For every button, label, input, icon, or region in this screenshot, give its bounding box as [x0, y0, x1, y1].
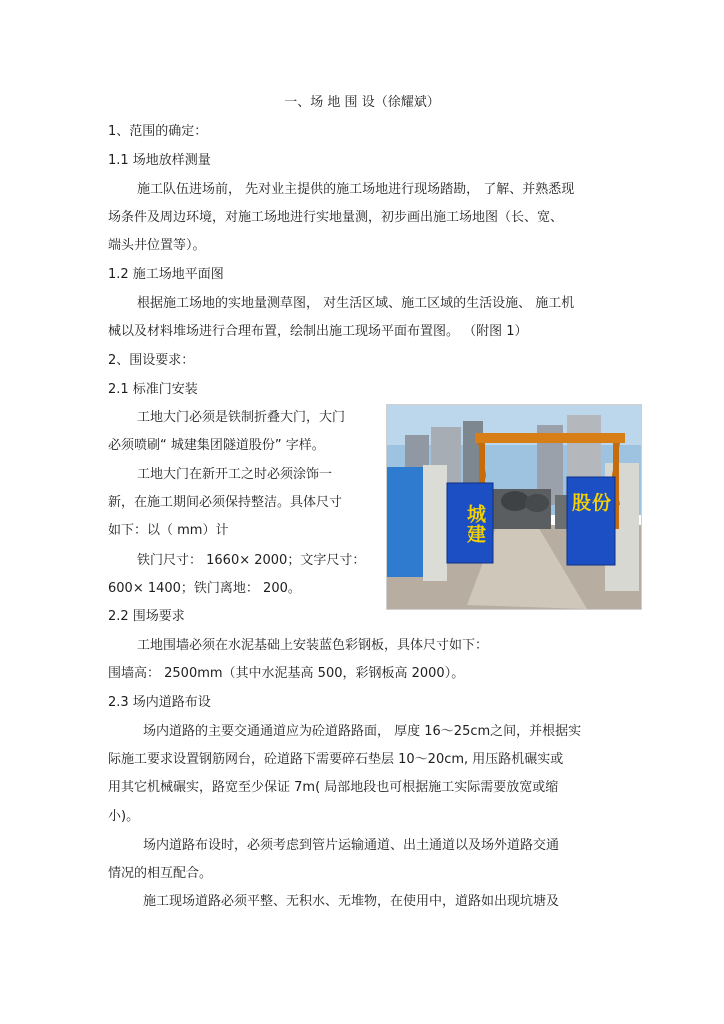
paragraph-line: 场内道路的主要交通通道应为砼道路路面， 厚度 16～25cm之间，并根据实 [143, 724, 582, 739]
paragraph-line: 施工队伍进场前， 先对业主提供的施工场地进行现场踏勘， 了解、并熟悉现 [137, 182, 575, 197]
paragraph-line: 必须喷刷“ 城建集团隧道股份” 字样。 [108, 438, 325, 453]
paragraph-line: 端头井位置等）。 [108, 238, 206, 253]
sign-right-text: 股份 [571, 492, 612, 514]
paragraph-line: 用其它机械碾实，路宽至少保证 7m( 局部地段也可根据施工实际需要放宽或缩 [108, 780, 559, 795]
paragraph-line: 600× 1400；铁门离地： 200。 [108, 581, 301, 596]
paragraph-line: 如下：以（ mm）计 [108, 523, 229, 538]
section-heading-2: 2、围设要求： [108, 353, 195, 368]
paragraph-line: 场内道路布设时，必须考虑到管片运输通道、出土通道以及场外道路交通 [143, 838, 560, 853]
page-title: 一、场 地 围 设（徐耀斌） [284, 95, 440, 110]
subsection-heading-2-2: 2.2 围场要求 [108, 609, 185, 624]
gate-photo [386, 404, 642, 610]
paragraph-line: 根据施工场地的实地量测草图， 对生活区域、施工区域的生活设施、 施工机 [137, 296, 575, 311]
subsection-heading-1-2: 1.2 施工场地平面图 [108, 267, 224, 282]
sign-left-text: 城建 [464, 504, 486, 544]
paragraph-line: 情况的相互配合。 [108, 866, 213, 881]
subsection-heading-2-1: 2.1 标准门安装 [108, 382, 198, 397]
section-heading-1: 1、范围的确定： [108, 124, 208, 139]
paragraph-line: 工地大门在新开工之时必须涂饰一 [137, 467, 333, 482]
paragraph-line: 小)。 [108, 809, 140, 824]
paragraph-line: 场条件及周边环境，对施工场地进行实地量测，初步画出施工场地图（长、宽、 [108, 210, 564, 225]
subsection-heading-2-3: 2.3 场内道路布设 [108, 695, 211, 710]
paragraph-line: 新，在施工期间必须保持整洁。具体尺寸 [108, 495, 343, 510]
paragraph-line: 铁门尺寸： 1660× 2000；文字尺寸： [137, 553, 366, 568]
paragraph-line: 械以及材料堆场进行合理布置，绘制出施工现场平面布置图。 （附图 1） [108, 324, 528, 339]
paragraph-line: 际施工要求设置钢筋网台，砼道路下需要碎石垫层 10～20cm, 用压路机碾实或 [108, 752, 564, 767]
paragraph-line: 围墙高： 2500mm（其中水泥基高 500，彩钢板高 2000）。 [108, 666, 465, 681]
paragraph-line: 施工现场道路必须平整、无积水、无堆物，在使用中，道路如出现坑塘及 [143, 894, 560, 909]
subsection-heading-1-1: 1.1 场地放样测量 [108, 153, 211, 168]
paragraph-line: 工地大门必须是铁制折叠大门，大门 [137, 410, 346, 425]
paragraph-line: 工地围墙必须在水泥基础上安装蓝色彩钢板，具体尺寸如下： [137, 638, 489, 653]
